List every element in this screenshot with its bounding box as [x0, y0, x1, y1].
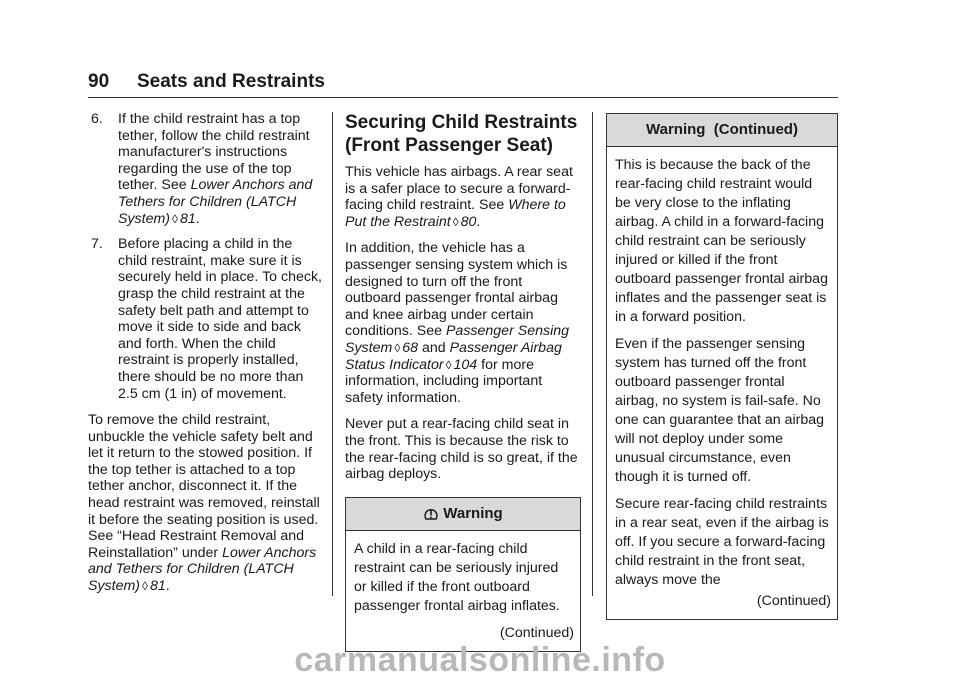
airbag-paragraph — [345, 164, 581, 230]
page-ref-number[interactable]: 104 — [453, 356, 478, 373]
column-divider — [592, 112, 593, 596]
step-number: 6. — [91, 111, 103, 127]
paragraph-text: This vehicle has airbags. A rear seat is a safer place to secure a forward-facing child restraint. See — [345, 164, 573, 214]
page-ref-number[interactable]: 81 — [179, 210, 196, 227]
page-ref-number[interactable]: 68 — [402, 339, 419, 356]
warning-title: Warning (Continued) — [646, 121, 798, 138]
cross-reference-link[interactable]: Lower Anchors and Tethers for Children (LATCH System) — [88, 544, 317, 595]
steps-list — [88, 111, 324, 402]
page-ref-number[interactable]: 81 — [149, 578, 166, 595]
warning-text: Even if the passenger sensing system has turned off the front outboard passenger frontal airbag, no system is fail-safe. No one can guarantee that an airbag will not deploy under some unusual circumstance, even though it is turned off. — [615, 336, 825, 485]
paragraph-text: In addition, the vehicle has a passenger sensing system which is designed to turn off the front outboard passenger frontal airbag and knee airbag under certain conditions. See — [345, 240, 568, 340]
sentence-end: . — [165, 578, 170, 595]
page-ref-icon: ◊ — [445, 357, 452, 372]
step-number: 7. — [91, 236, 103, 253]
sensing-system-paragraph — [345, 240, 581, 406]
warning-continued-box — [606, 113, 838, 620]
subsection-heading: Securing Child Restraints (Front Passenger Seat) — [345, 112, 578, 156]
cross-reference-link[interactable]: Lower Anchors and Tethers for Children (LATCH System) — [118, 177, 313, 227]
paragraph-text: To remove the child restraint, unbuckle the vehicle safety belt and let it return to the stowed position. If the top tether is attached to a top tether anchor, disconnect it. If the head restraint was removed, reinstall it before the seating position is used. See “Head Restraint Removal and Reinstallation” under — [88, 412, 320, 561]
step-7 — [88, 236, 324, 402]
paragraph-text: for more information, including important safety information. — [345, 356, 543, 406]
warning-body — [607, 147, 837, 619]
sentence-end: . — [195, 210, 200, 227]
page-header — [88, 71, 838, 97]
step-6 — [88, 111, 324, 227]
paragraph-text: and — [418, 339, 450, 356]
column-3 — [606, 111, 838, 620]
watermark: carmanualsonline.info — [294, 641, 666, 679]
header-divider — [88, 97, 838, 98]
page-ref-icon: ◊ — [394, 340, 401, 355]
warning-title: Warning — [443, 504, 503, 522]
warning-icon — [423, 506, 439, 522]
column-1 — [88, 111, 324, 605]
sentence-end: . — [476, 213, 481, 230]
step-text: Before placing a child in the child restraint, make sure it is securely held in place. To check, grasp the child restraint at the safety belt path and attempt to move it side to side and back and forth. When the child restraint is properly installed, there should be no more than 2.5 cm (1 in) of movement. — [118, 236, 322, 402]
warning-header — [346, 498, 580, 531]
warning-body — [346, 531, 580, 651]
page-ref-icon: ◊ — [172, 211, 178, 226]
cross-reference-link[interactable]: Passenger Airbag Status Indicator — [345, 339, 562, 373]
page-ref-icon: ◊ — [142, 579, 148, 594]
step-text: If the child restraint has a top tether, follow the child restraint manufacturer's instructions regarding the use of the top tether. See — [118, 111, 310, 194]
warning-text: Secure rear-facing child restraints in a rear seat, even if the airbag is off. If you secure a forward-facing child restraint in the front seat, always move the — [615, 496, 829, 588]
column-divider — [332, 112, 333, 596]
warning-header — [607, 114, 837, 147]
page-ref-icon: ◊ — [452, 214, 459, 229]
warning-text: This is because the back of the rear-facing child restraint would be very close to the inflating airbag. A child in a forward-facing child restraint can be seriously injured or killed if the front outboard passenger frontal airbag inflates and the passenger seat is in a forward position. — [615, 157, 828, 325]
cross-reference-link[interactable]: Passenger Sensing System — [345, 323, 570, 356]
column-2 — [345, 111, 581, 652]
remove-restraint-paragraph — [88, 412, 324, 595]
page-ref-number[interactable]: 80 — [460, 213, 477, 230]
continued-label: (Continued) — [499, 624, 574, 641]
warning-box — [345, 497, 581, 652]
cross-reference-link[interactable]: Where to Put the Restraint — [345, 197, 566, 230]
section-title: Seats and Restraints — [137, 71, 325, 92]
rear-facing-paragraph: Never put a rear-facing child seat in the front. This is because the risk to the rear-facing child is so great, if the airbag deploys. — [345, 416, 578, 483]
page-number: 90 — [88, 71, 110, 92]
continued-label: (Continued) — [756, 593, 831, 609]
warning-text: A child in a rear-facing child restraint can be seriously injured or killed if the front outboard passenger frontal airbag inflates. — [354, 540, 560, 614]
